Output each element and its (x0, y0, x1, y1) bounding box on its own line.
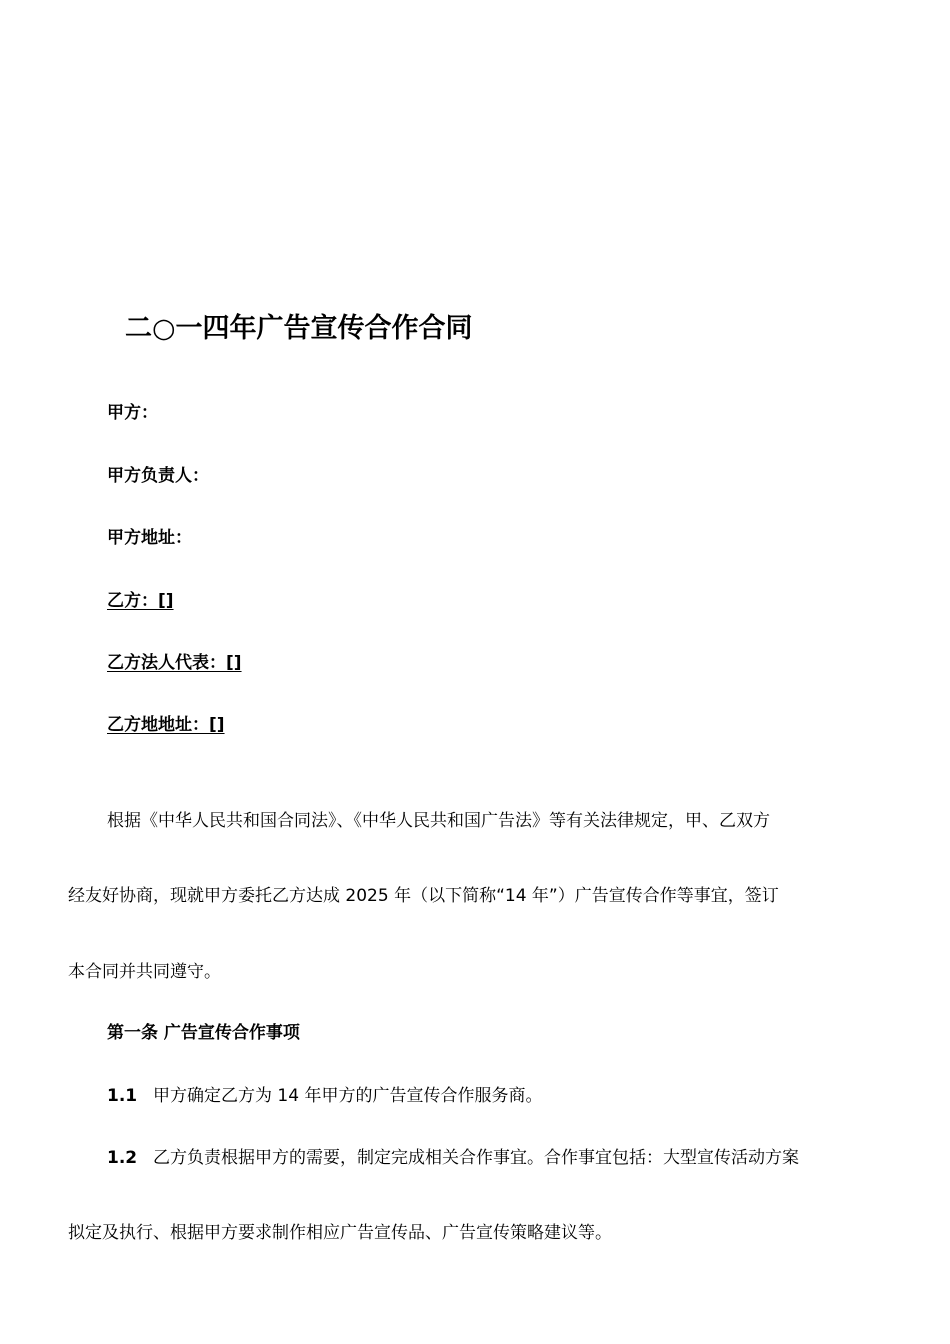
clause-1-2 (107, 1143, 799, 1168)
party-b-name-label: 乙方：[] (107, 591, 174, 611)
preamble-line-2: 经友好协商，现就甲方委托乙方达成 2025 年（以下简称“14 年”）广告宣传合作等事宜，签订 (68, 886, 779, 906)
article-1-heading: 第一条 广告宣传合作事项 (107, 1023, 300, 1043)
party-a-address-label: 甲方地址： (107, 528, 192, 548)
party-a-name-label: 甲方： (107, 403, 158, 423)
clause-text: 甲方确定乙方为 14 年甲方的广告宣传合作服务商。 (153, 1086, 543, 1106)
clause-1-2-continuation: 拟定及执行、根据甲方要求制作相应广告宣传品、广告宣传策略建议等。 (68, 1223, 612, 1243)
preamble-line-1: 根据《中华人民共和国合同法》、《中华人民共和国广告法》等有关法律规定，甲、乙双方 (107, 811, 770, 831)
clause-text: 乙方负责根据甲方的需要，制定完成相关合作事宜。合作事宜包括：大型宣传活动方案 (153, 1148, 799, 1168)
clause-1-1 (107, 1081, 542, 1106)
clause-number: 1.2 (107, 1148, 138, 1168)
preamble-line-3: 本合同并共同遵守。 (68, 962, 221, 982)
party-b-rep-label: 乙方法人代表：[] (107, 653, 242, 673)
clause-number: 1.1 (107, 1086, 138, 1106)
contract-title: 二○一四年广告宣传合作合同 (125, 313, 473, 344)
party-a-rep-label: 甲方负责人： (107, 466, 209, 486)
party-b-address-label: 乙方地地址：[] (107, 715, 225, 735)
